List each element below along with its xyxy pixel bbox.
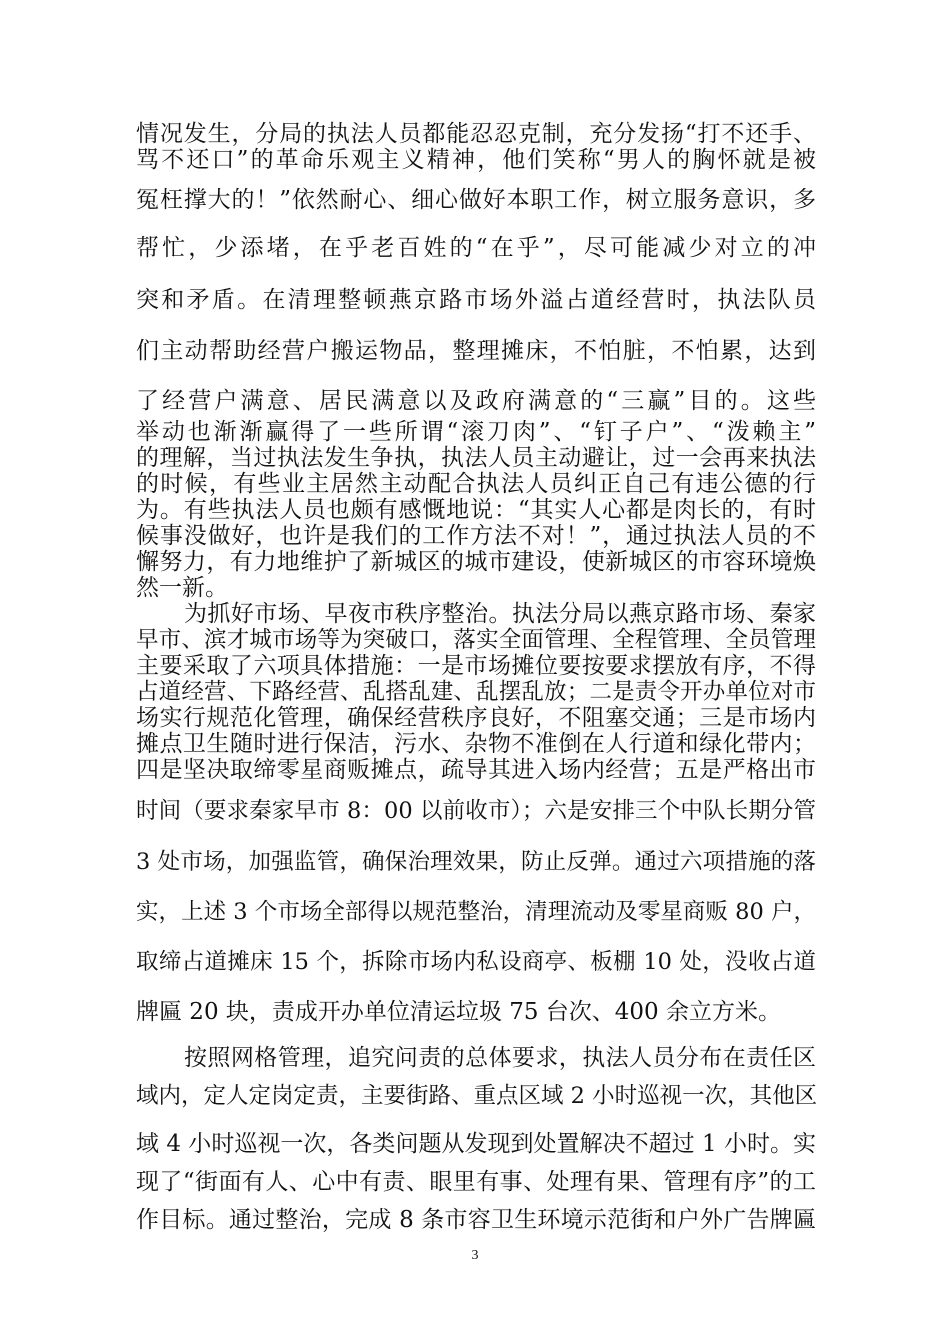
text-line: 的理解，当过执法发生争执，执法人员主动避让，过一会再来执法: [136, 445, 816, 471]
text-line: 帮忙，少添堵，在乎老百姓的“在乎”，尽可能减少对立的冲: [136, 235, 816, 261]
text-line: 摊点卫生随时进行保洁，污水、杂物不准倒在人行道和绿化带内；: [136, 731, 816, 757]
text-line: 域 4 小时巡视一次，各类问题从发现到处置解决不超过 1 小时。实: [136, 1131, 816, 1157]
text-line: 们主动帮助经营户搬运物品，整理摊床，不怕脏，不怕累，达到: [136, 338, 816, 364]
text-line: 举动也渐渐赢得了一些所谓“滚刀肉”、“钉子户”、“泼赖主”: [136, 419, 816, 445]
text-line: 主要采取了六项具体措施：一是市场摊位要按要求摆放有序，不得: [136, 653, 816, 679]
text-line: 场实行规范化管理，确保经营秩序良好，不阻塞交通；三是市场内: [136, 705, 816, 731]
text-line: 早市、滨才城市场等为突破口，落实全面管理、全程管理、全员管理: [136, 627, 816, 653]
text-line: 的时候，有些业主居然主动配合执法人员纠正自己有违公德的行: [136, 471, 816, 497]
text-line: 冤枉撑大的！”依然耐心、细心做好本职工作，树立服务意识，多: [136, 187, 816, 213]
text-line: 时间（要求秦家早市 8：00 以前收市）；六是安排三个中队长期分管: [136, 798, 816, 824]
text-line: 候事没做好，也许是我们的工作方法不对！”，通过执法人员的不: [136, 523, 816, 549]
text-line: 然一新。: [136, 575, 228, 601]
text-line: 懈努力，有力地维护了新城区的城市建设，使新城区的市容环境焕: [136, 549, 816, 575]
text-line: 了经营户满意、居民满意以及政府满意的“三赢”目的。这些: [136, 388, 816, 414]
text-line: 作目标。通过整治，完成 8 条市容卫生环境示范街和户外广告牌匾: [136, 1207, 816, 1233]
text-line: 骂不还口”的革命乐观主义精神，他们笑称“男人的胸怀就是被: [136, 147, 816, 173]
text-line: 域内，定人定岗定责，主要街路、重点区域 2 小时巡视一次，其他区: [136, 1083, 818, 1109]
text-line: 取缔占道摊床 15 个，拆除市场内私设商亭、板棚 10 处，没收占道: [136, 949, 816, 975]
text-line: 为。有些执法人员也颇有感慨地说：“其实人心都是肉长的，有时: [136, 497, 816, 523]
text-line: 情况发生，分局的执法人员都能忍忍克制，充分发扬“打不还手、: [136, 121, 816, 147]
page-number: 3: [471, 1248, 479, 1263]
text-line: 现了“街面有人、心中有责、眼里有事、处理有果、管理有序”的工: [136, 1169, 816, 1195]
text-line: 占道经营、下路经营、乱搭乱建、乱摆乱放；二是责令开办单位对市: [136, 679, 816, 705]
text-line: 实，上述 3 个市场全部得以规范整治，清理流动及零星商贩 80 户，: [136, 899, 816, 925]
text-line: 四是坚决取缔零星商贩摊点，疏导其进入场内经营；五是严格出市: [136, 757, 816, 783]
text-line: 突和矛盾。在清理整顿燕京路市场外溢占道经营时，执法队员: [136, 287, 816, 313]
text-line: 牌匾 20 块，责成开办单位清运垃圾 75 台次、400 余立方米。: [136, 999, 781, 1025]
text-line: 按照网格管理，追究问责的总体要求，执法人员分布在责任区: [184, 1045, 816, 1071]
text-line: 3 处市场，加强监管，确保治理效果，防止反弹。通过六项措施的落: [136, 849, 816, 875]
text-line: 为抓好市场、早夜市秩序整治。执法分局以燕京路市场、秦家: [184, 601, 816, 627]
